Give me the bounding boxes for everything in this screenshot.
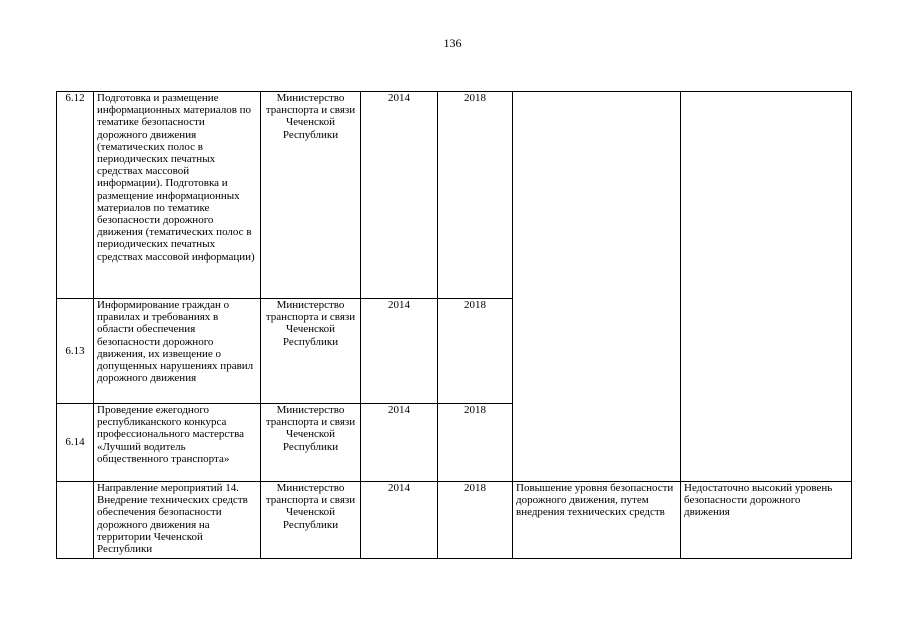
table-row [57, 482, 852, 559]
row-number: 6.12 [57, 92, 94, 299]
measure-name: Информирование граждан о правилах и требованиях в области обеспечения безопасности дорожного движения, их извещение о допущенных нарушениях правил дорожного движения [94, 299, 261, 404]
result-cell-empty [513, 92, 681, 482]
executor: Министерство транспорта и связи Чеченской Республики [261, 482, 361, 559]
measure-name: Направление мероприятий 14. Внедрение технических средств обеспечения безопасности дорожного движения на территории Чеченской Республики [94, 482, 261, 559]
table-row [57, 92, 852, 299]
end-year: 2018 [438, 299, 513, 404]
start-year: 2014 [361, 482, 438, 559]
start-year: 2014 [361, 404, 438, 482]
executor: Министерство транспорта и связи Чеченской Республики [261, 404, 361, 482]
consequence: Недостаточно высокий уровень безопасности дорожного движения [681, 482, 852, 559]
measures-table [56, 91, 852, 559]
start-year: 2014 [361, 92, 438, 299]
row-number: 6.13 [57, 299, 94, 404]
executor: Министерство транспорта и связи Чеченской Республики [261, 299, 361, 404]
row-number: 6.14 [57, 404, 94, 482]
end-year: 2018 [438, 482, 513, 559]
executor: Министерство транспорта и связи Чеченской Республики [261, 92, 361, 299]
row-number [57, 482, 94, 559]
measure-name: Проведение ежегодного республиканского конкурса профессионального мастерства «Лучший водитель общественного транспорта» [94, 404, 261, 482]
expected-result: Повышение уровня безопасности дорожного движения, путем внедрения технических средств [513, 482, 681, 559]
end-year: 2018 [438, 92, 513, 299]
end-year: 2018 [438, 404, 513, 482]
measure-name: Подготовка и размещение информационных материалов по тематике безопасности дорожного движения (тематических полос в периодических печатных средствах массовой информации). Подготовка и размещение информационных материалов по тематике безопасности дорожного движения (тематических полос в периодических печатных средствах массовой информации) [94, 92, 261, 299]
page-number: 136 [443, 36, 462, 50]
start-year: 2014 [361, 299, 438, 404]
consequence-cell-empty [681, 92, 852, 482]
